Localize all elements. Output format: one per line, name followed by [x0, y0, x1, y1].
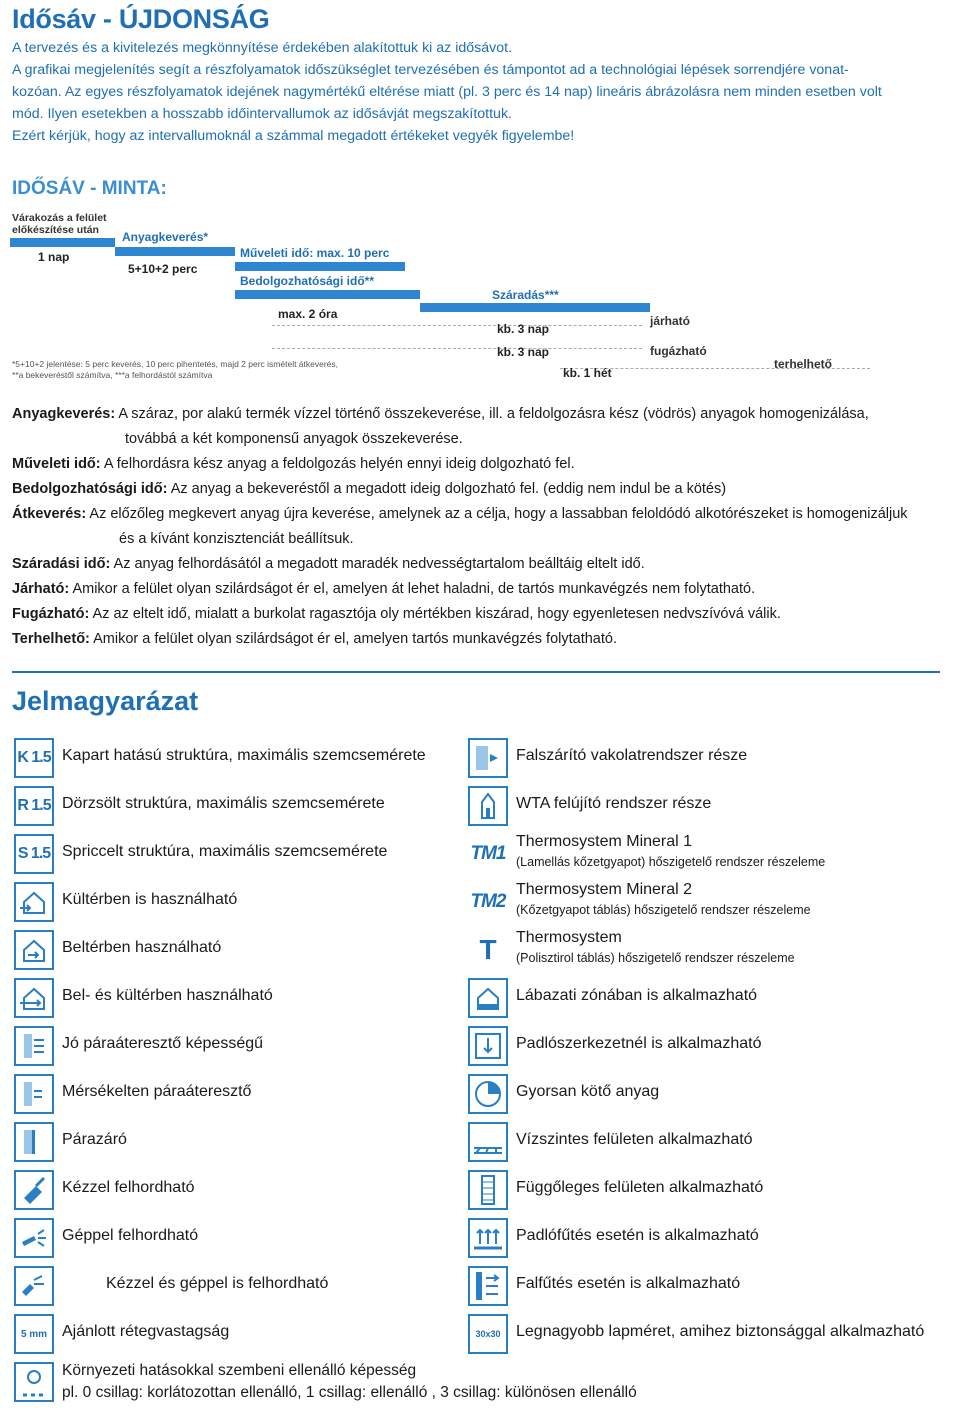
tm1-icon: TM1 — [470, 843, 506, 864]
outdoor-house-icon — [14, 882, 54, 922]
legend-item-vertical-surface — [468, 1170, 908, 1210]
weather-resistance-line1: Környezeti hatásokkal szembeni ellenálló képesség — [62, 1362, 417, 1379]
legend-item-horizontal-surface — [468, 1122, 908, 1162]
wait-bar — [10, 238, 115, 247]
legend-item-indoor-outdoor-house — [14, 978, 454, 1018]
legend-label: Legnagyobb lapméret, amihez biztonsággal alkalmazható — [516, 1323, 925, 1340]
legend-item-t — [468, 930, 908, 970]
working-label: Műveleti idő: max. 10 perc — [240, 246, 390, 260]
wait-label-2: előkészítése után — [12, 224, 99, 236]
legend-item-fast-setting — [468, 1074, 908, 1114]
drying-bar — [420, 303, 650, 312]
legend-sublabel: (Polisztirol táblás) hőszigetelő rendszer részeleme — [516, 951, 795, 965]
groutable-dash — [272, 348, 642, 349]
legend-label: Kültérben is használható — [62, 891, 238, 908]
indoor-outdoor-house-icon — [14, 978, 54, 1018]
legend-label: Ajánlott rétegvastagság — [62, 1323, 230, 1340]
legend-item-wta-building — [468, 786, 908, 826]
floor-heating-icon — [468, 1218, 508, 1258]
definition-muveleti-ido: Műveleti idő: A felhordásra kész anyag a feldolgozás helyén ennyi ideig dolgozható fel. — [12, 456, 575, 472]
legend-label: Falfűtés esetén is alkalmazható — [516, 1275, 741, 1292]
legend-label: Thermosystem Mineral 1 — [516, 833, 693, 850]
loadable-label: terhelhető — [774, 357, 833, 371]
legend-item-breathable — [14, 1026, 454, 1066]
loadable-value: kb. 1 hét — [563, 366, 612, 380]
hand-and-machine-icon — [14, 1266, 54, 1306]
moderately-breathable-icon — [14, 1074, 54, 1114]
groutable-label: fugázható — [650, 344, 707, 358]
legend-title: Jelmagyarázat — [12, 686, 199, 716]
legend-item-outdoor-house — [14, 882, 454, 922]
legend-item-layer-thickness — [14, 1314, 454, 1354]
fast-setting-icon — [468, 1074, 508, 1114]
s15-code-icon: S 1.5 — [14, 834, 54, 874]
walkable-value: kb. 3 nap — [497, 322, 550, 336]
hand-trowel-icon — [14, 1170, 54, 1210]
legend-item-plinth-zone — [468, 978, 908, 1018]
walkable-label: járható — [650, 314, 691, 328]
legend-label: Függőleges felületen alkalmazható — [516, 1179, 764, 1196]
vertical-surface-icon — [468, 1170, 508, 1210]
legend-item-hand-trowel — [14, 1170, 454, 1210]
legend-weather-resistance — [14, 1362, 734, 1402]
k15-code-icon: K 1.5 — [14, 738, 54, 778]
section-divider — [12, 671, 940, 673]
mixing-label: Anyagkeverés* — [122, 230, 209, 244]
t-icon: T — [479, 934, 497, 965]
legend-item-tm1 — [468, 834, 908, 874]
intro-line-5: Ezért kérjük, hogy az intervallumoknál a számmal megadott értékeket vegyék figyelembe! — [12, 128, 575, 144]
legend-label: Mérsékelten páraáteresztő — [62, 1083, 252, 1100]
legend-label: Thermosystem Mineral 2 — [516, 881, 693, 898]
drying-label: Száradás*** — [492, 288, 559, 302]
groutable-value: kb. 3 nap — [497, 345, 550, 359]
timeline-sample — [0, 170, 880, 385]
machine-spray-icon — [14, 1218, 54, 1258]
legend-item-wall-heating — [468, 1266, 908, 1306]
wta-building-icon — [468, 786, 508, 826]
legend-item-k15-code — [14, 738, 454, 778]
legend-label: Padlófűtés esetén is alkalmazható — [516, 1227, 759, 1244]
mixing-bar — [115, 247, 235, 256]
definition-fugazhato: Fugázható: Az az eltelt idő, mialatt a burkolat ragasztója oly mértékben kiszárad, hogy egyenletesen nedvszívóvá válik. — [12, 606, 781, 622]
legend-label: Lábazati zónában is alkalmazható — [516, 987, 758, 1004]
legend-item-tm2 — [468, 882, 908, 922]
wait-value: 1 nap — [38, 250, 70, 264]
legend-sublabel: (Lamellás kőzetgyapot) hőszigetelő rendszer részeleme — [516, 855, 826, 869]
legend-item-floor-heating — [468, 1218, 908, 1258]
legend-item-machine-spray — [14, 1218, 454, 1258]
mixing-value: 5+10+2 perc — [128, 262, 198, 276]
legend-label: Vízszintes felületen alkalmazható — [516, 1131, 753, 1148]
legend-label: Falszárító vakolatrendszer része — [516, 747, 748, 764]
intro-line-2: A grafikai megjelenítés segít a részfolyamatok időszükséglet tervezésében és támpontot ad a technológiai lépések sorrendjére vonat- — [12, 62, 849, 78]
legend-label: Gyorsan kötő anyag — [516, 1083, 660, 1100]
tile-size-icon: 30x30 — [468, 1314, 508, 1354]
wait-label-1: Várakozás a felület — [12, 212, 107, 224]
definition-terhelheto: Terhelhető: Amikor a felület olyan szilárdságot ér el, amelyen tartós munkavégzés folytatható. — [12, 631, 617, 647]
legend-label: Géppel felhordható — [62, 1227, 199, 1244]
processing-value: max. 2 óra — [278, 307, 338, 321]
weather-resistance-icon — [14, 1362, 54, 1402]
legend-label: Jó páraáteresztő képességű — [62, 1035, 264, 1052]
intro-line-4: mód. Ilyen esetekben a hosszabb időintervallumok az idősávját megszakítottuk. — [12, 106, 512, 122]
legend-item-hand-and-machine — [14, 1266, 454, 1306]
legend-label: Kapart hatású struktúra, maximális szemcsemérete — [62, 747, 426, 764]
working-bar — [235, 262, 405, 271]
indoor-house-icon — [14, 930, 54, 970]
legend-label: Beltérben használható — [62, 939, 222, 956]
legend-label: Padlószerkezetnél is alkalmazható — [516, 1035, 762, 1052]
legend-label: Bel- és kültérben használható — [62, 987, 273, 1004]
legend-item-r15-code — [14, 786, 454, 826]
legend-item-moderately-breathable — [14, 1074, 454, 1114]
vapor-barrier-icon — [14, 1122, 54, 1162]
legend-label: Dörzsölt struktúra, maximális szemcsemérete — [62, 795, 385, 812]
legend-label: Párazáró — [62, 1131, 127, 1148]
breathable-icon — [14, 1026, 54, 1066]
layer-thickness-icon: 5 mm — [14, 1314, 54, 1354]
r15-code-icon: R 1.5 — [14, 786, 54, 826]
definition-jarhato: Járható: Amikor a felület olyan szilárdságot ér el, amelyen át lehet haladni, de tartós munkavégzés nem folytatható. — [12, 581, 756, 597]
legend-sublabel: (Kőzetgyapot táblás) hőszigetelő rendszer részeleme — [516, 903, 811, 917]
processing-label: Bedolgozhatósági idő** — [240, 274, 375, 288]
legend-item-indoor-house — [14, 930, 454, 970]
legend-item-wall-dryer — [468, 738, 908, 778]
legend-item-floor-edge — [468, 1026, 908, 1066]
timeline-note-2: **a bekeveréstől számítva, ***a felhordástól számítva — [12, 370, 213, 380]
timeline-title: IDŐSÁV - MINTA: — [12, 178, 167, 199]
page-title: Idősáv - ÚJDONSÁG — [12, 4, 270, 34]
legend-label: WTA felújító rendszer része — [516, 795, 712, 812]
tm2-icon: TM2 — [470, 891, 506, 912]
definition-szaradasi-ido: Száradási idő: Az anyag felhordásától a megadott maradék nedvességtartalom beálltáig eltelt idő. — [12, 556, 645, 572]
legend-label: Spriccelt struktúra, maximális szemcsemérete — [62, 843, 388, 860]
intro-line-1: A tervezés és a kivitelezés megkönnyítése érdekében alakítottuk ki az idősávot. — [12, 40, 512, 56]
definition-atkeveres: Átkeverés: Az előzőleg megkevert anyag újra keverése, amelynek az a célja, hogy a lassabban feloldódó alkotórészeket is homogenizáljuk és a kívánt konzisztenciát beállítsuk. — [12, 506, 908, 547]
intro-line-3: kozóan. Az egyes részfolyamatok idejének nagymértékű eltérése miatt (pl. 3 perc és 14 nap) lineáris ábrázolásra nem minden esetben volt — [12, 84, 882, 100]
legend-item-s15-code — [14, 834, 454, 874]
processing-bar — [235, 290, 420, 299]
floor-edge-icon — [468, 1026, 508, 1066]
plinth-zone-icon — [468, 978, 508, 1018]
wall-dryer-icon — [468, 738, 508, 778]
legend-label: Thermosystem — [516, 929, 622, 946]
legend-item-vapor-barrier — [14, 1122, 454, 1162]
definition-anyagkeveres: Anyagkeverés: A száraz, por alakú termék vízzel történő összekeverése, ill. a feldolgozásra kész (vödrös) anyagok homogenizálása, továbbá a két komponensű anyagok összekeverése. — [12, 406, 869, 447]
walkable-dash — [272, 325, 642, 326]
horizontal-surface-icon — [468, 1122, 508, 1162]
legend-label: Kézzel felhordható — [62, 1179, 195, 1196]
wall-heating-icon — [468, 1266, 508, 1306]
definition-bedolgozhatosagi-ido: Bedolgozhatósági idő: Az anyag a bekeveréstől a megadott ideig dolgozható fel. (eddig nem indul be a kötés) — [12, 481, 727, 497]
weather-resistance-line2: pl. 0 csillag: korlátozottan ellenálló, 1 csillag: ellenálló , 3 csillag: különösen ellenálló — [62, 1384, 637, 1401]
legend-label: Kézzel és géppel is felhordható — [106, 1275, 329, 1292]
legend-item-tile-size — [468, 1314, 925, 1354]
timeline-note-1: *5+10+2 jelentése: 5 perc keverés, 10 perc pihentetés, majd 2 perc ismételt átkeverés, — [12, 359, 339, 369]
